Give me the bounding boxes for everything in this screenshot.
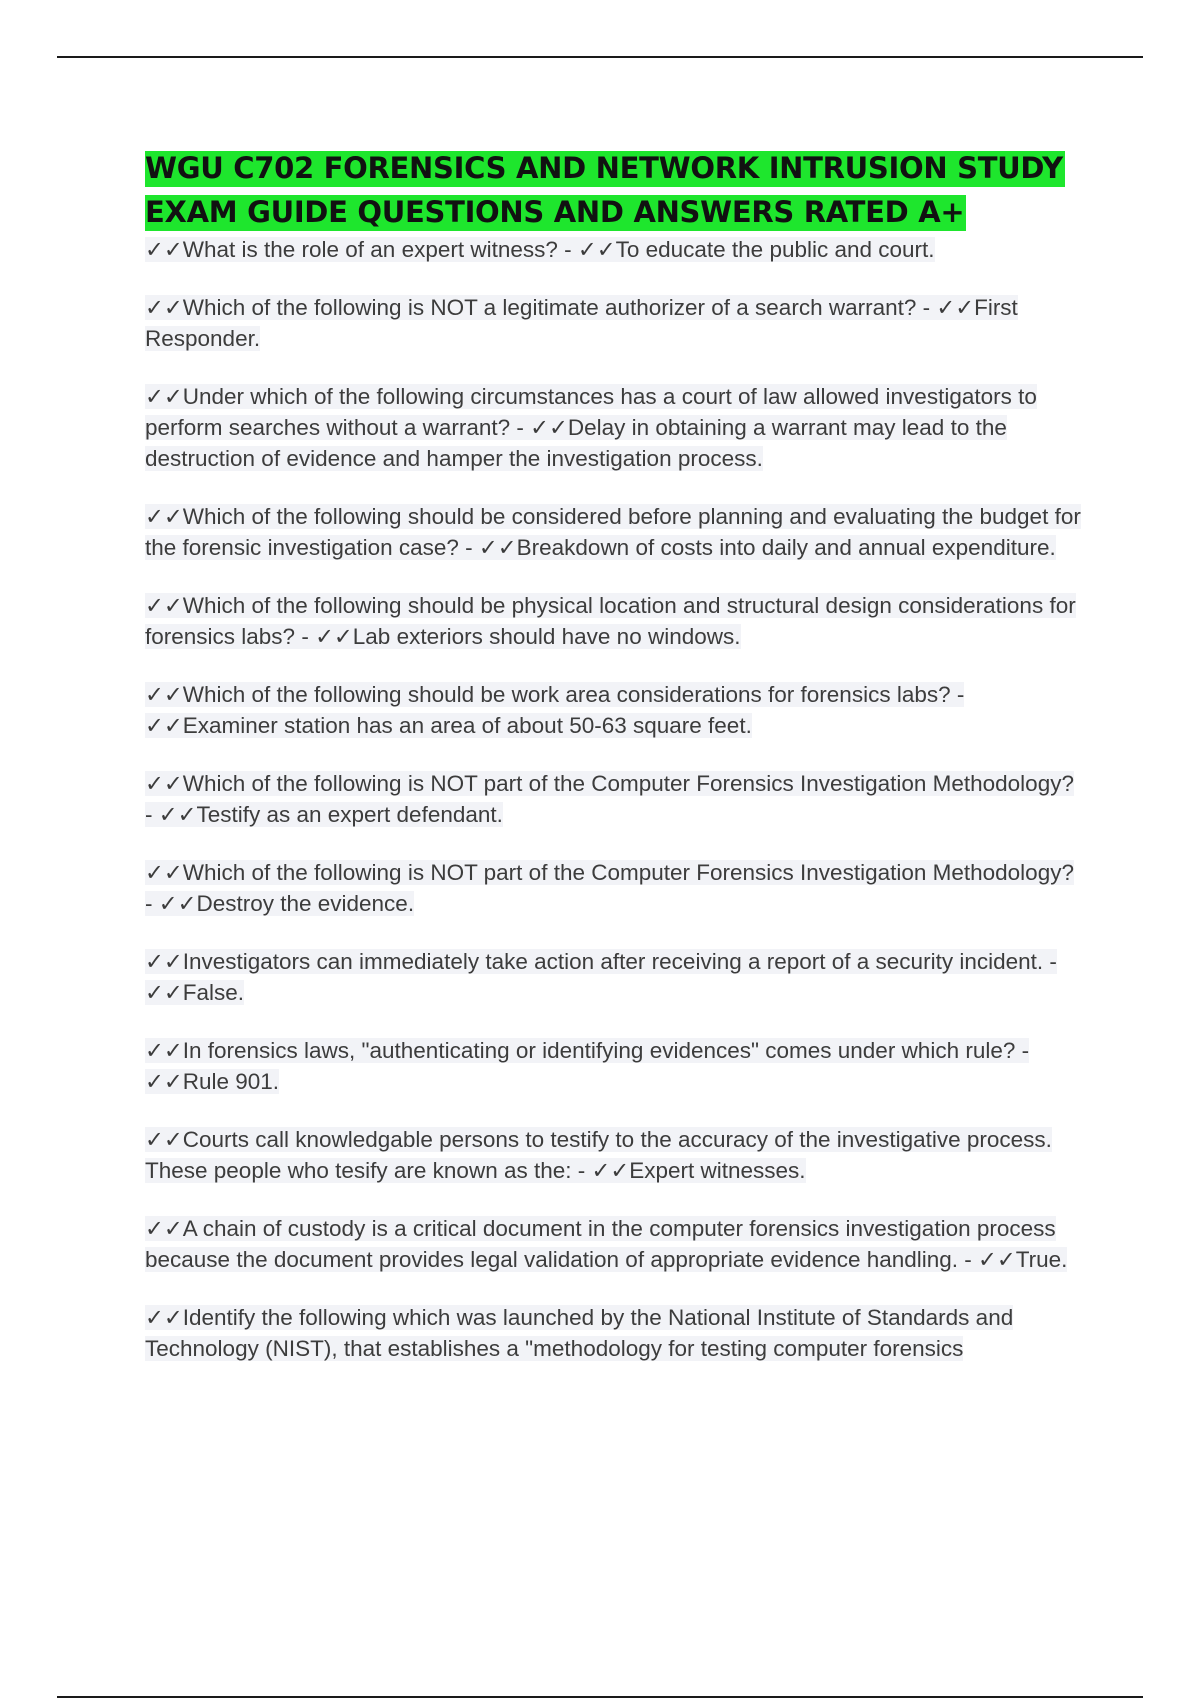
qa-item: ✓✓What is the role of an expert witness? - ✓✓To educate the public and court. [145,237,935,262]
qa-item: ✓✓Investigators can immediately take action after receiving a report of a security incident. - ✓✓False. [145,949,1057,1005]
document-title [145,146,1085,234]
title-line-2: EXAM GUIDE QUESTIONS AND ANSWERS RATED A+ [145,195,965,229]
qa-item: ✓✓Identify the following which was launched by the National Institute of Standards and Technology (NIST), that establishes a "methodology for testing computer forensics [145,1305,1014,1361]
qa-item: ✓✓Courts call knowledgable persons to testify to the accuracy of the investigative process. These people who tesify are known as the: - ✓✓Expert witnesses. [145,1127,1052,1183]
qa-item: ✓✓Under which of the following circumstances has a court of law allowed investigators to perform searches without a warrant? - ✓✓Delay in obtaining a warrant may lead to the destruction of evidence and hamper the investigation process. [145,384,1037,471]
title-line-1: WGU C702 FORENSICS AND NETWORK INTRUSION STUDY [145,151,1063,185]
qa-item: ✓✓Which of the following should be work area considerations for forensics labs? - ✓✓Examiner station has an area of about 50-63 square feet. [145,682,965,738]
qa-item: ✓✓A chain of custody is a critical document in the computer forensics investigation process because the document provides legal validation of appropriate evidence handling. - ✓✓True. [145,1216,1068,1272]
qa-item: ✓✓Which of the following is NOT a legitimate authorizer of a search warrant? - ✓✓First Responder. [145,295,1018,351]
bottom-rule [57,1696,1143,1698]
qa-list [145,234,1085,1364]
qa-item: ✓✓Which of the following should be considered before planning and evaluating the budget for the forensic investigation case? - ✓✓Breakdown of costs into daily and annual expenditure. [145,504,1081,560]
qa-item: ✓✓Which of the following is NOT part of the Computer Forensics Investigation Methodology? - ✓✓Testify as an expert defendant. [145,771,1074,827]
qa-item: ✓✓In forensics laws, "authenticating or identifying evidences" comes under which rule? - ✓✓Rule 901. [145,1038,1030,1094]
top-rule [57,56,1143,58]
qa-item: ✓✓Which of the following is NOT part of the Computer Forensics Investigation Methodology? - ✓✓Destroy the evidence. [145,860,1074,916]
qa-item: ✓✓Which of the following should be physical location and structural design considerations for forensics labs? - ✓✓Lab exteriors should have no windows. [145,593,1076,649]
document-body [145,146,1085,1391]
